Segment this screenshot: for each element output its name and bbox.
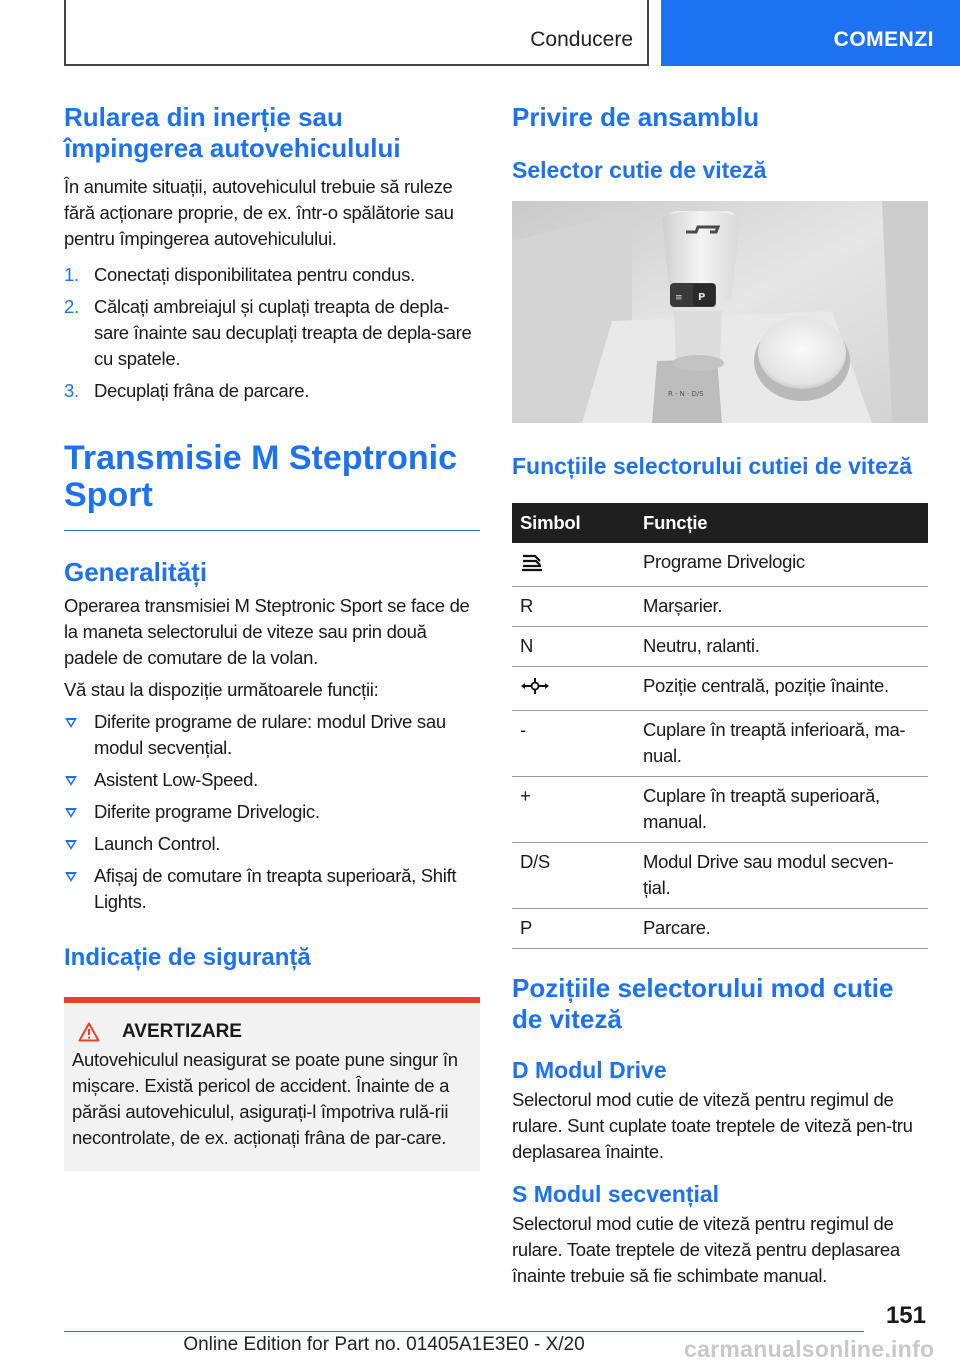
svg-text:≡: ≡ <box>675 293 683 303</box>
table-row <box>512 667 928 711</box>
center-position-icon <box>520 676 550 696</box>
header-section-label: Conducere <box>530 28 633 51</box>
coast-steps <box>64 262 480 404</box>
selector-title: Selector cutie de viteză <box>512 157 767 183</box>
watermark: carmanualsonline.info <box>684 1336 935 1362</box>
positions-title: Pozițiile selectorului mod cutie de viteză <box>512 973 894 1034</box>
triangle-bullet-icon <box>65 776 77 786</box>
general-title: Generalități <box>64 557 208 587</box>
function-list <box>64 709 480 915</box>
function-cell: Neutru, ralanti. <box>635 627 928 667</box>
sequential-mode-title: S Modul secvențial <box>512 1181 720 1207</box>
step-number: 3. <box>64 380 79 401</box>
list-item-text: Launch Control. <box>94 833 221 854</box>
table-row <box>512 909 928 949</box>
title-divider <box>64 530 480 531</box>
warning-box <box>64 997 480 1171</box>
table-row <box>512 777 928 843</box>
function-cell: Programe Drivelogic <box>635 543 928 587</box>
coast-title: Rularea din inerție sau împingerea autovehiculului <box>64 102 401 163</box>
function-cell: Cuplare în treaptă inferioară, ma-nual. <box>635 711 928 777</box>
warning-triangle-icon <box>78 1022 100 1042</box>
symbol-cell: P <box>512 909 635 949</box>
triangle-bullet-icon <box>65 872 77 882</box>
triangle-bullet-icon <box>65 840 77 850</box>
symbol-cell <box>512 543 635 587</box>
right-column <box>512 100 928 1289</box>
step-item <box>64 262 480 288</box>
list-item-text: Diferite programe de rulare: modul Drive sau modul secvențial. <box>94 711 446 758</box>
header-chapter-label: COMENZI <box>833 28 934 51</box>
column-header-symbol: Simbol <box>512 503 635 543</box>
symbol-cell <box>512 667 635 711</box>
left-column <box>64 100 480 1171</box>
list-item <box>64 709 480 761</box>
svg-text:R · N · D/S: R · N · D/S <box>668 390 704 398</box>
step-text: Călcați ambreiajul și cuplați treapta de depla-sare înainte sau decuplați treapta de depla-sare cu spatele. <box>94 296 472 369</box>
coast-intro: În anumite situații, autovehiculul trebuie să ruleze fără acționare proprie, de ex. într-o spălătorie sau pentru împingerea autovehiculului. <box>64 176 454 249</box>
table-row <box>512 843 928 909</box>
general-paragraph: Vă stau la dispoziție următoarele funcții: <box>64 679 379 700</box>
step-number: 2. <box>64 296 79 317</box>
warning-text: Autovehiculul neasigurat se poate pune singur în mișcare. Există pericol de accident. Înainte de a părăsi autovehiculul, asigurați-l împotriva rulă-rii necontrolate, de ex. acționați frâna de par-care. <box>72 1049 458 1148</box>
list-item-text: Asistent Low-Speed. <box>94 769 258 790</box>
step-text: Decuplați frâna de parcare. <box>94 380 310 401</box>
drive-mode-title: D Modul Drive <box>512 1057 667 1083</box>
footer-divider <box>64 1331 864 1332</box>
list-item-text: Diferite programe Drivelogic. <box>94 801 320 822</box>
table-row <box>512 627 928 667</box>
step-item <box>64 294 480 372</box>
general-paragraph: Operarea transmisiei M Steptronic Sport se face de la maneta selectorului de viteze sau prin două padele de comutare de la volan. <box>64 595 470 668</box>
list-item <box>64 831 480 857</box>
warning-header <box>72 1021 472 1043</box>
page-number: 151 <box>885 1302 926 1329</box>
symbol-cell: + <box>512 777 635 843</box>
triangle-bullet-icon <box>65 718 77 728</box>
header-section-tab <box>64 0 649 66</box>
step-item <box>64 378 480 404</box>
symbol-cell: N <box>512 627 635 667</box>
symbol-cell: D/S <box>512 843 635 909</box>
list-item <box>64 799 480 825</box>
table-row <box>512 711 928 777</box>
gear-selector-photo <box>512 201 928 423</box>
warning-title: AVERTIZARE <box>122 1021 242 1042</box>
function-cell: Poziție centrală, poziție înainte. <box>635 667 928 711</box>
list-item <box>64 767 480 793</box>
symbol-cell: R <box>512 587 635 627</box>
step-text: Conectați disponibilitatea pentru condus. <box>94 264 415 285</box>
sequential-mode-text: Selectorul mod cutie de viteză pentru regimul de rulare. Toate treptele de viteză pentru deplasarea înainte trebuie să fie schimbate manual. <box>512 1213 900 1286</box>
selector-functions-table <box>512 503 928 949</box>
gear-selector-illustration <box>512 201 928 423</box>
function-cell: Parcare. <box>635 909 928 949</box>
header-chapter-tab <box>661 0 960 66</box>
drivelogic-icon <box>520 552 544 572</box>
table-row <box>512 587 928 627</box>
function-cell: Cuplare în treaptă superioară, manual. <box>635 777 928 843</box>
function-cell: Modul Drive sau modul secven-țial. <box>635 843 928 909</box>
function-cell: Marșarier. <box>635 587 928 627</box>
safety-title: Indicație de siguranță <box>64 944 311 971</box>
symbol-cell: - <box>512 711 635 777</box>
table-row <box>512 543 928 587</box>
triangle-bullet-icon <box>65 808 77 818</box>
column-header-function: Funcție <box>635 503 928 543</box>
main-title: Transmisie M Steptronic Sport <box>64 439 457 514</box>
svg-text:P: P <box>698 292 706 303</box>
list-item-text: Afișaj de comutare în treapta superioară, Shift Lights. <box>94 865 457 912</box>
list-item <box>64 863 480 915</box>
functions-title: Funcțiile selectorului cutiei de viteză <box>512 453 913 479</box>
footer-edition: Online Edition for Part no. 01405A1E3E0 - X/20 <box>183 1334 585 1355</box>
drive-mode-text: Selectorul mod cutie de viteză pentru regimul de rulare. Sunt cuplate toate treptele de viteză pen-tru deplasarea înainte. <box>512 1089 913 1162</box>
step-number: 1. <box>64 264 79 285</box>
overview-title: Privire de ansamblu <box>512 102 760 132</box>
table-header-row <box>512 503 928 543</box>
